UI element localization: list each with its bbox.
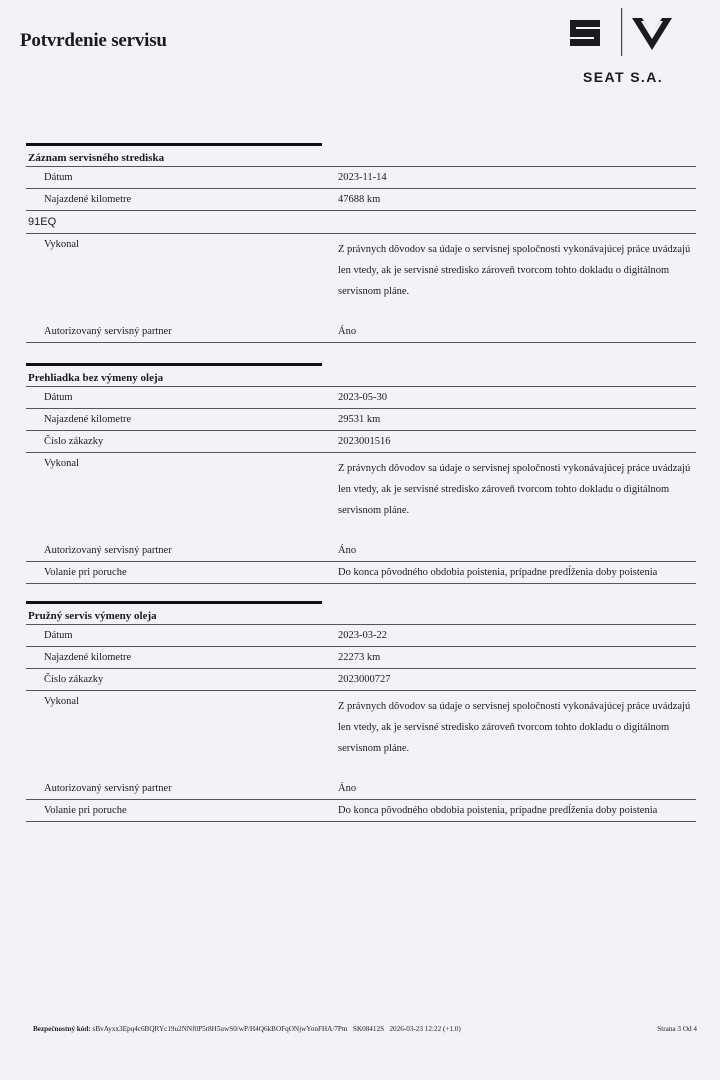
section-title: Prehliadka bez výmeny oleja [26, 366, 696, 387]
mileage-value: 29531 km [338, 414, 381, 425]
footer-security [33, 1025, 461, 1033]
row-partner [26, 321, 696, 343]
mileage-value: 22273 km [338, 652, 381, 663]
security-label: Bezpečnostný kód: [33, 1025, 91, 1033]
print-timestamp: 2026-03-23 12:22 (+1.0) [389, 1025, 461, 1033]
row-mileage [26, 647, 696, 669]
row-performed [26, 453, 696, 540]
row-partner [26, 778, 696, 800]
order-value: 2023001516 [338, 436, 391, 447]
row-performed [26, 691, 696, 778]
page-footer [33, 1025, 697, 1033]
row-breakdown [26, 800, 696, 822]
order-label: Číslo zákazky [44, 436, 104, 447]
brand-logos [566, 8, 676, 58]
row-mileage [26, 189, 696, 211]
performed-label: Vykonal [44, 458, 79, 469]
order-value: 2023000727 [338, 674, 391, 685]
partner-value: Áno [338, 326, 357, 337]
partner-label: Autorizovaný servisný partner [44, 545, 172, 556]
row-order [26, 669, 696, 691]
document-id: SK08412S [352, 1025, 385, 1033]
row-order [26, 431, 696, 453]
row-partner [26, 540, 696, 562]
row-date [26, 387, 696, 409]
row-performed [26, 234, 696, 321]
row-mileage [26, 409, 696, 431]
date-label: Dátum [44, 172, 73, 183]
logo-divider [621, 8, 622, 56]
service-code: 91EQ [26, 211, 696, 234]
company-name: SEAT S.A. [583, 69, 664, 85]
partner-label: Autorizovaný servisný partner [44, 783, 172, 794]
performed-value: Z právnych dôvodov sa údaje o servisnej spoločnosti vykonávajúcej práce uvádzajú len vtedy, ak je servisné stredisko zároveň tvorcom tohto dokladu o digitálnom servisnom pláne. [338, 701, 691, 754]
partner-value: Áno [338, 783, 357, 794]
service-section-2 [26, 363, 696, 584]
section-title: Pružný servis výmeny oleja [26, 604, 696, 625]
performed-value: Z právnych dôvodov sa údaje o servisnej spoločnosti vykonávajúcej práce uvádzajú len vtedy, ak je servisné stredisko zároveň tvorcom tohto dokladu o digitálnom servisnom pláne. [338, 244, 691, 297]
partner-value: Áno [338, 545, 357, 556]
date-value: 2023-03-22 [338, 630, 387, 641]
mileage-value: 47688 km [338, 194, 381, 205]
page-title: Potvrdenie servisu [20, 30, 167, 51]
breakdown-value: Do konca pôvodného obdobia poistenia, prípadne predĺženia doby poistenia [338, 567, 658, 578]
performed-label: Vykonal [44, 239, 79, 250]
section-title: Záznam servisného strediska [26, 146, 696, 167]
row-date [26, 625, 696, 647]
breakdown-value: Do konca pôvodného obdobia poistenia, prípadne predĺženia doby poistenia [338, 805, 658, 816]
breakdown-label: Volanie pri poruche [44, 567, 127, 578]
security-code: sBvAyxx3Epq4c6BQRYc19u2NNf0P5r8H5uwS0/wP/H4Q6kBOFqONjwYonFHA/7Pm [92, 1025, 348, 1033]
service-section-1 [26, 143, 696, 343]
row-breakdown [26, 562, 696, 584]
service-section-3 [26, 601, 696, 822]
date-label: Dátum [44, 630, 73, 641]
order-label: Číslo zákazky [44, 674, 104, 685]
mileage-label: Najazdené kilometre [44, 194, 132, 205]
row-date [26, 167, 696, 189]
partner-label: Autorizovaný servisný partner [44, 326, 172, 337]
seat-logo-icon [570, 20, 600, 46]
page-number: Strana 3 Od 4 [657, 1025, 697, 1033]
mileage-label: Najazdené kilometre [44, 414, 132, 425]
date-label: Dátum [44, 392, 73, 403]
performed-value: Z právnych dôvodov sa údaje o servisnej spoločnosti vykonávajúcej práce uvádzajú len vtedy, ak je servisné stredisko zároveň tvorcom tohto dokladu o digitálnom servisnom pláne. [338, 463, 691, 516]
performed-label: Vykonal [44, 696, 79, 707]
cupra-logo-icon [632, 18, 672, 50]
date-value: 2023-05-30 [338, 392, 387, 403]
mileage-label: Najazdené kilometre [44, 652, 132, 663]
date-value: 2023-11-14 [338, 172, 387, 183]
breakdown-label: Volanie pri poruche [44, 805, 127, 816]
